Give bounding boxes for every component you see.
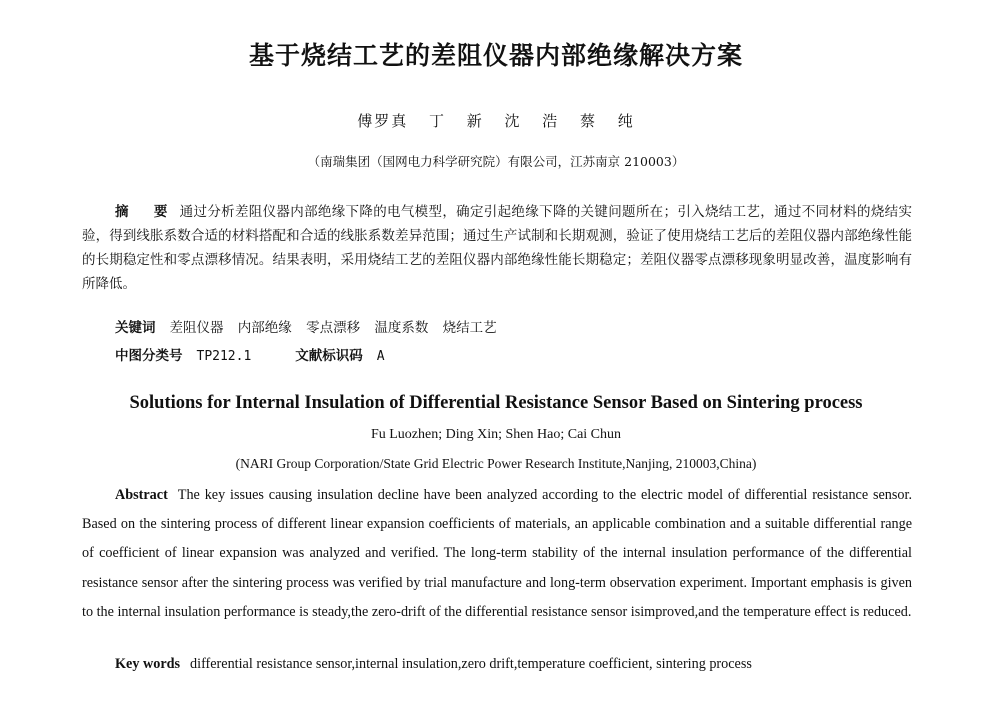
- english-keywords: differential resistance sensor,internal insulation,zero drift,temperature coefficient, sintering process: [190, 656, 752, 672]
- chinese-keywords-label: 关键词: [115, 320, 156, 336]
- classification-value: TP212.1: [196, 349, 252, 364]
- classification-line: [115, 344, 385, 364]
- english-abstract-label: Abstract: [115, 487, 168, 503]
- english-title: Solutions for Internal Insulation of Differential Resistance Sensor Based on Sintering process: [129, 393, 863, 413]
- chinese-authors: 傅罗真 丁 新 沈 浩 蔡 纯: [357, 112, 635, 130]
- classification-label: 中图分类号: [115, 348, 183, 364]
- chinese-keywords: 差阻仪器 内部绝缘 零点漂移 温度系数 烧结工艺: [169, 320, 497, 336]
- english-keywords-label: Key words: [115, 656, 181, 672]
- english-authors: Fu Luozhen; Ding Xin; Shen Hao; Cai Chun: [370, 427, 622, 442]
- chinese-abstract-label: 摘 要: [115, 204, 178, 220]
- document-code-value: A: [376, 349, 385, 364]
- english-keywords-line: [115, 656, 752, 673]
- chinese-abstract-text: 通过分析差阻仪器内部绝缘下降的电气模型，确定引起绝缘下降的关键问题所在；引入烧结工艺，通过不同材料的烧结实验，得到线胀系数合适的材料搭配和合适的线胀系数差异范围；通过生产试制和长期观测，验证了使用烧结工艺后的差阻仪器内部绝缘性能的长期稳定性和零点漂移情况。结果表明，采用烧结工艺的差阻仪器内部绝缘性能长期稳定；差阻仪器零点漂移现象明显改善，温度影响有所降低。: [82, 204, 912, 292]
- document-code-label: 文献标识码: [295, 348, 363, 364]
- english-abstract: [82, 481, 912, 627]
- chinese-keywords-line: [115, 316, 497, 336]
- chinese-title: 基于烧结工艺的差阻仪器内部绝缘解决方案: [248, 41, 743, 70]
- english-abstract-text: The key issues causing insulation decline have been analyzed according to the electric model of differential resistance sensor. Based on the sintering process of different linear expansion coefficients of materials, an applicable combination and a suitable differential range of coefficient of linear expansion was analyzed and verified. The long-term stability of the internal insulation performance of the differential resistance sensor after the sintering process was verified by trial manufacture and long-term observation experiment. Important emphasis is given to the internal insulation performance is steady,the zero-drift of the differential resistance sensor isimproved,and the temperature effect is reduced.: [82, 487, 912, 620]
- english-affiliation: (NARI Group Corporation/State Grid Electric Power Research Institute,Nanjing, 210003,China): [235, 456, 757, 471]
- chinese-affiliation: （南瑞集团（国网电力科学研究院）有限公司，江苏南京 210003）: [307, 154, 685, 169]
- chinese-abstract: [82, 200, 912, 296]
